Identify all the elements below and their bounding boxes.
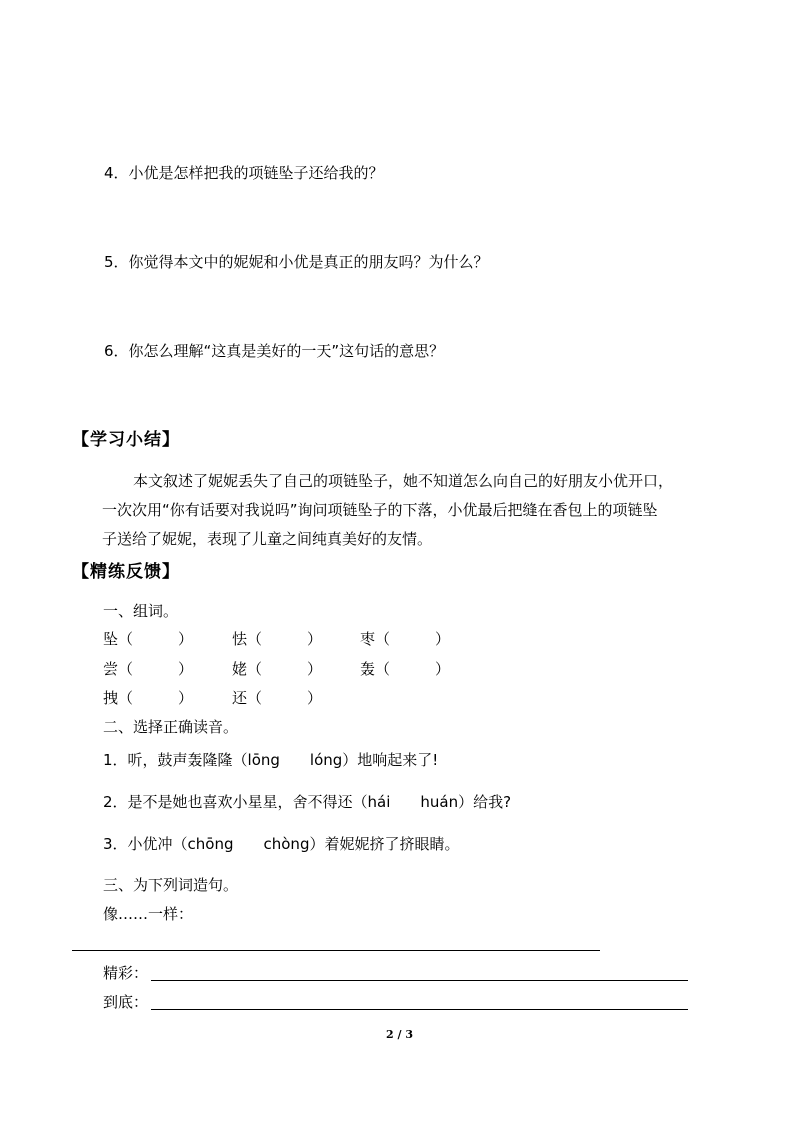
word-item: 坠（ ） (103, 630, 194, 648)
summary-heading: 【学习小结】 (72, 430, 180, 450)
section3-title: 三、为下列词造句。 (103, 876, 239, 894)
word-item: 姥（ ） (232, 660, 323, 678)
pronunciation-item-1: 1．听，鼓声轰隆隆（lōng lóng）地响起来了! (103, 751, 439, 769)
section2-title: 二、选择正确读音。 (103, 718, 239, 736)
answer-line-2[interactable] (151, 980, 688, 981)
summary-line-1: 本文叙述了妮妮丢失了自己的项链坠子，她不知道怎么向自己的好朋友小优开口， (133, 472, 674, 490)
sentence-label-3: 到底： (103, 993, 149, 1011)
question-5: 5．你觉得本文中的妮妮和小优是真正的朋友吗？为什么？ (104, 253, 489, 271)
practice-heading: 【精练反馈】 (72, 562, 180, 582)
section1-title: 一、组词。 (103, 602, 179, 620)
pronunciation-item-2: 2．是不是她也喜欢小星星，舍不得还（hái huán）给我? (103, 793, 512, 811)
word-item: 还（ ） (232, 689, 323, 707)
summary-line-2: 一次次用“你有话要对我说吗”询问项链坠子的下落，小优最后把缝在香包上的项链坠 (102, 501, 658, 519)
summary-line-3: 子送给了妮妮，表现了儿童之间纯真美好的友情。 (102, 530, 433, 548)
word-item: 枣（ ） (360, 630, 451, 648)
page-number: 2 / 3 (386, 1028, 413, 1041)
answer-line-3[interactable] (151, 1009, 688, 1010)
sentence-label-1: 像……一样： (103, 905, 194, 923)
word-item: 尝（ ） (103, 660, 194, 678)
answer-line-1[interactable] (72, 950, 600, 951)
pronunciation-item-3: 3．小优冲（chōng chòng）着妮妮挤了挤眼睛。 (103, 835, 460, 853)
question-4: 4．小优是怎样把我的项链坠子还给我的？ (104, 164, 384, 182)
word-item: 怯（ ） (232, 630, 323, 648)
word-item: 轰（ ） (360, 660, 451, 678)
question-6: 6．你怎么理解“这真是美好的一天”这句话的意思？ (104, 342, 445, 360)
word-item: 拽（ ） (103, 689, 194, 707)
sentence-label-2: 精彩： (103, 964, 149, 982)
